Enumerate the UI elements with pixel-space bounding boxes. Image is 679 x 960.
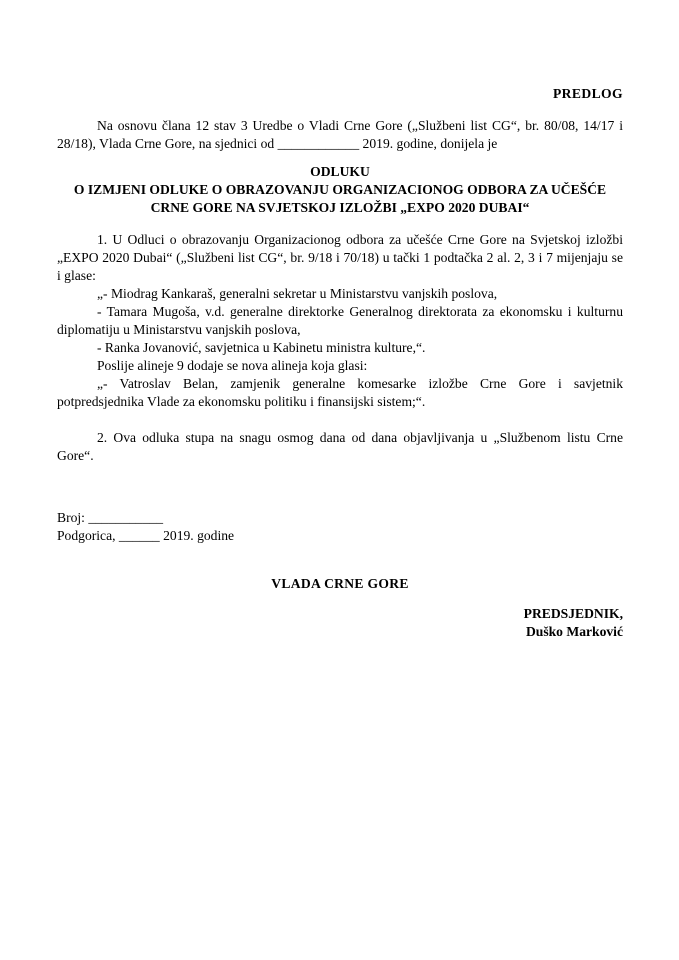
intro-paragraph: Na osnovu člana 12 stav 3 Uredbe o Vladi Crne Gore („Službeni list CG“, br. 80/08, 14/17 i 28/18), Vlada Crne Gore, na sjednici od ____________ 2019. godine, donijela je	[57, 118, 623, 151]
decision-body	[57, 231, 623, 411]
signer-title: PREDSJEDNIK,	[523, 606, 623, 621]
amendment-paragraph: 1. U Odluci o obrazovanju Organizacionog odbora za učešće Crne Gore na Svjetskoj izložbi „EXPO 2020 Dubai“ („Službeni list CG“, br. 9/18 i 70/18) u tački 1 podtačka 2 al. 2, 3 i 7 mijenjaju se i glase:	[57, 232, 623, 283]
decision-subtitle: O IZMJENI ODLUKE O OBRAZOVANJU ORGANIZACIONOG ODBORA ZA UČEŠĆE CRNE GORE NA SVJETSKOJ IZLOŽBI „EXPO 2020 DUBAI“	[73, 182, 607, 215]
addition-paragraph: Poslije alineje 9 dodaje se nova alineja koja glasi:	[97, 358, 368, 373]
member-line-4: „- Vatroslav Belan, zamjenik generalne komesarke izložbe Crne Gore i savjetnik potpredsjednika Vlade za ekonomsku politiku i finansijski sistem;“.	[57, 376, 623, 409]
signature-block	[57, 605, 623, 641]
signer-name: Duško Marković	[525, 624, 623, 639]
government-name: VLADA CRNE GORE	[271, 576, 409, 591]
reference-block	[57, 509, 623, 545]
decision-title: ODLUKU	[310, 164, 370, 179]
member-line-3: - Ranka Jovanović, savjetnica u Kabinetu ministra kulture,“.	[97, 340, 426, 355]
entry-into-force-paragraph: 2. Ova odluka stupa na snagu osmog dana od dana objavljivanja u „Službenom listu Crne Gore“.	[57, 430, 623, 463]
number-line: Broj: ___________	[57, 510, 164, 525]
decision-heading	[57, 163, 623, 217]
member-line-2: - Tamara Mugoša, v.d. generalne direktorke Generalnog direktorata za ekonomsku i kulturnu diplomatiju u Ministarstvu vanjskih poslova,	[57, 304, 623, 337]
member-line-1: „- Miodrag Kankaraš, generalni sekretar u Ministarstvu vanjskih poslova,	[97, 286, 498, 301]
place-date-line: Podgorica, ______ 2019. godine	[57, 528, 235, 543]
predlog-label: PREDLOG	[552, 86, 623, 101]
